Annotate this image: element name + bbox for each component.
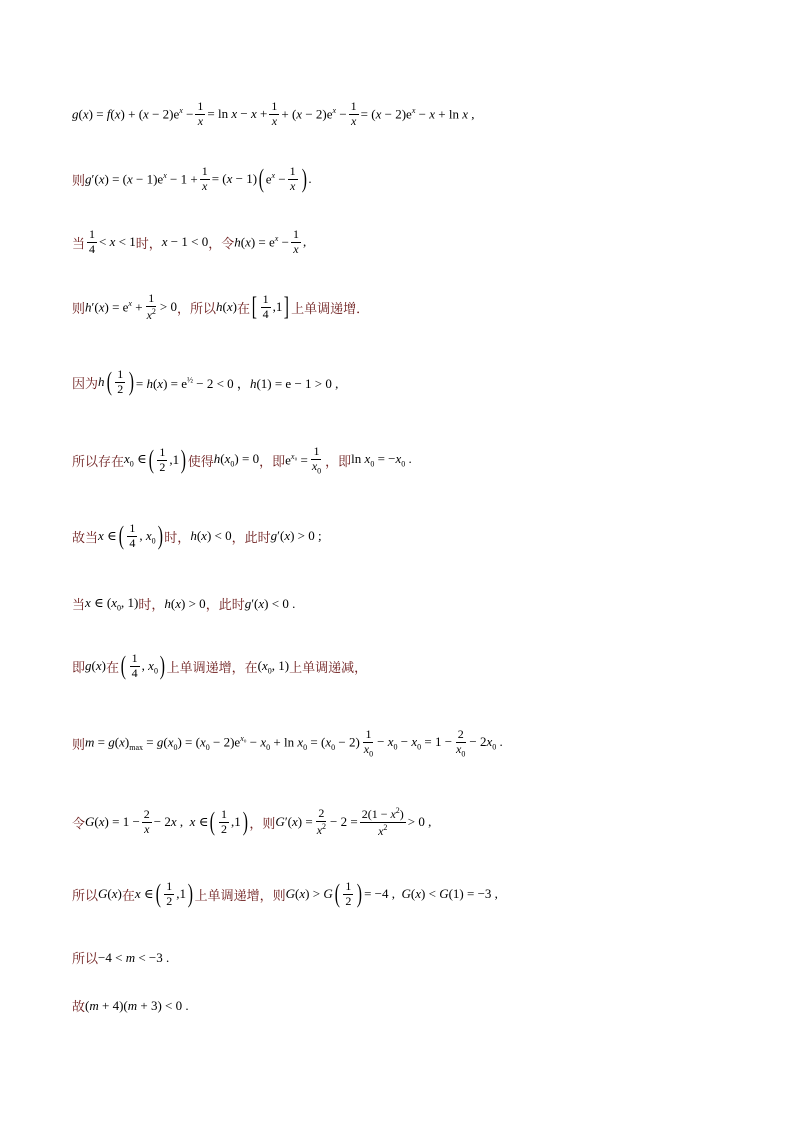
solution-line-7: 故当 x ∈ ( $\frac{1}{4}$ , $x_0$ ) 时， h(x) < 0 ，此时 g′(x) > 0 ;: [72, 521, 322, 551]
cn-text: 故当: [72, 530, 99, 546]
cn-text: 所以存在: [72, 454, 125, 470]
cn-text: 当: [72, 236, 86, 252]
cn-text: 在: [121, 888, 135, 904]
solution-line-6: 所以存在 $x_0$ ∈ ( $\frac{1}{2}$ ,1 ) 使得 $h(x_0) = 0$ ，即 $e^{x_0}$ = $\frac{1}{x_0}$ ，即 $\ln x_0 = -x_0$ .: [72, 444, 412, 476]
cn-text: 时，: [164, 530, 191, 546]
solution-line-14: 故 (m + 4)(m + 3) < 0 .: [72, 997, 189, 1015]
solution-line-3: 当 $\frac{1}{4}$ < x < 1 时， x − 1 < 0 ，令 $h(x) = e^x$ − $\frac{1}{x}$ ,: [72, 227, 307, 256]
solution-line-5: 因为 h ( $\frac{1}{2}$ ) = $h(x) = e^{\frac{1}{2}} - 2 < 0$ ，h(1) = e − 1 > 0 ,: [72, 367, 339, 397]
cn-text: 令: [72, 816, 86, 832]
cn-text: 则: [72, 173, 86, 189]
cn-text: 使得: [187, 454, 214, 470]
solution-line-10: 则 $m = g(x)_{max} = g(x_0) = (x_0 - 2)e^{x_0} - x_0 + \ln x_0 = (x_0 - 2)$ $\frac{1}{x_0}$ − $x_0 - x_0 = 1$ − $\frac{2}{x_0}$ − $2x_0$ .: [72, 727, 503, 759]
cn-text: 上单调递增，在: [166, 660, 258, 676]
cn-text: 在: [105, 660, 119, 676]
solution-line-12: 所以 G(x) 在 x ∈ ( $\frac{1}{2}$ ,1 ) 上单调递增，则 G(x) > G ( $\frac{1}{2}$ ) = −4 , G(x) < G(1) = −3 ,: [72, 879, 498, 909]
cn-text: ，此时: [205, 598, 245, 613]
cn-text: 则: [72, 737, 86, 753]
cn-text: ，所以: [177, 301, 217, 317]
solution-line-11: 令 G(x) = 1 − $\frac{2}{x}$ − 2x , x ∈ ( $\frac{1}{2}$ ,1 ) ，则 G′(x) = $\frac{2}{x^2}$ − 2 = $\frac{2(1 - x^2)}{x^2}$ > 0 ,: [72, 806, 432, 838]
cn-text: 上单调递增．: [291, 301, 370, 317]
cn-text: 则: [72, 301, 86, 317]
solution-line-9: 即 g(x) 在 ( $\frac{1}{4}$ , $x_0$ ) 上单调递增，在 ($x_0$, 1) 上单调递减，: [72, 651, 368, 681]
solution-line-8: 当 x ∈ ($x_0$, 1) 时， h(x) > 0 ，此时 g′(x) < 0 .: [72, 594, 296, 613]
cn-text: 当: [72, 598, 86, 613]
cn-text: 即: [72, 660, 86, 676]
cn-text: ，此时: [231, 530, 271, 546]
cn-text: ，则: [249, 816, 276, 832]
cn-text: 因为: [72, 376, 99, 392]
solution-line-4: 则 $h'(x) = e^x$ + $\frac{1}{x^2}$ > 0 ，所以 h(x) 在 [ $\frac{1}{4}$ ,1 ] 上单调递增．: [72, 291, 370, 322]
cn-text: 上单调递增，则: [194, 888, 286, 904]
solution-line-2: 则 $g'(x) = (x - 1)e^x - 1$ + $\frac{1}{x}$ = (x − 1) ( $e^x$ − $\frac{1}{x}$ ) .: [72, 164, 312, 194]
cn-text: 时，: [138, 598, 165, 613]
solution-line-13: 所以 −4 < m < −3 .: [72, 949, 170, 967]
cn-text: ，即: [259, 454, 286, 470]
cn-text: ，令: [208, 236, 235, 252]
cn-text: 时，: [135, 236, 162, 252]
cn-text: 在: [236, 301, 250, 317]
cn-text: 故: [72, 1000, 86, 1015]
cn-text: 所以: [72, 952, 99, 967]
cn-text: ，即: [325, 454, 352, 470]
cn-text: 上单调递减，: [289, 660, 368, 676]
cn-text: 所以: [72, 888, 99, 904]
solution-line-1: $g(x) = f(x) + (x - 2)e^x$ − $\frac{1}{x}$ = ln x − x + $\frac{1}{x}$ + $(x - 2)e^x$ − $\frac{1}{x}$ = $(x - 2)e^x - x + \ln x$ ,: [72, 99, 475, 128]
